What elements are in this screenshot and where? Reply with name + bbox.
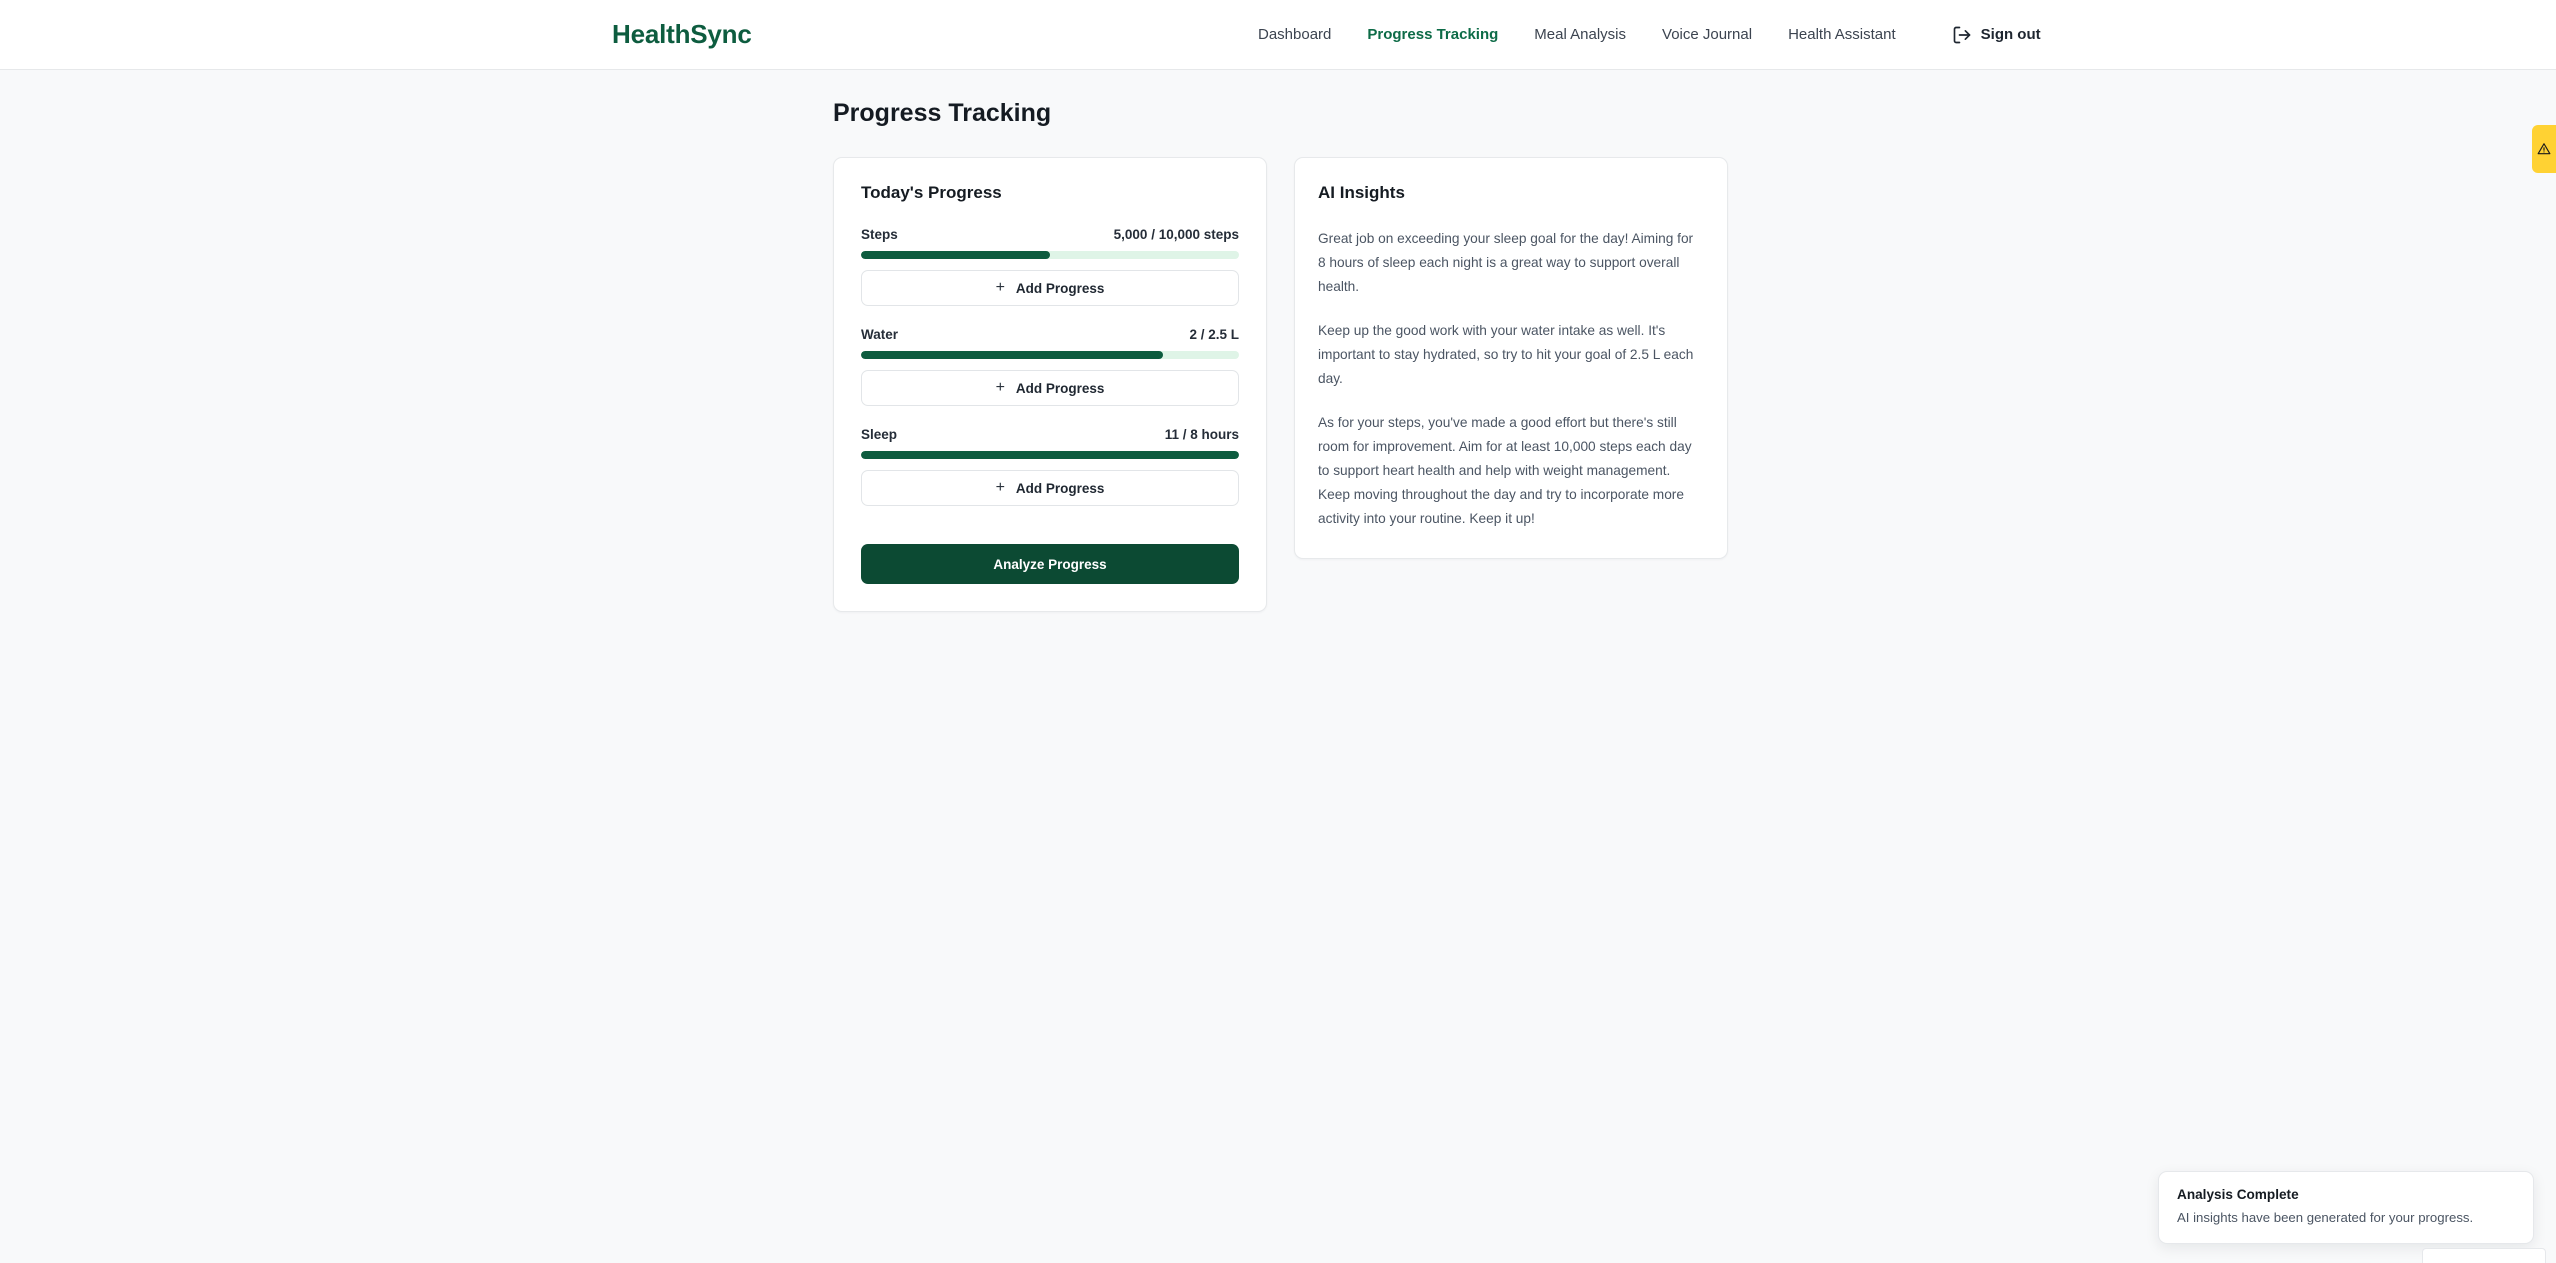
metric-sleep-add-progress-label: Add Progress <box>1015 480 1105 496</box>
analyze-progress-button[interactable]: Analyze Progress <box>861 544 1239 584</box>
todays-progress-title: Today's Progress <box>861 183 1002 202</box>
nav-item-health-assistant[interactable]: Health Assistant <box>1788 26 1896 43</box>
metric-sleep-progress-fill <box>861 451 1239 459</box>
sign-out-label: Sign out <box>1980 26 2041 43</box>
todays-progress-card <box>833 157 1267 612</box>
metric-sleep-progressbar <box>861 451 1239 459</box>
top-navbar <box>0 0 2556 70</box>
metric-water-progressbar <box>861 351 1239 359</box>
nav-links <box>1258 25 2041 45</box>
ai-insights-title: AI Insights <box>1318 183 1405 202</box>
ai-insights-card <box>1294 157 1728 559</box>
metric-water-add-progress-label: Add Progress <box>1015 380 1105 396</box>
metric-steps-label: Steps <box>861 227 898 242</box>
toast-notification <box>2158 1171 2534 1244</box>
metric-sleep-value: 11 / 8 hours <box>1164 427 1239 442</box>
metric-steps-value: 5,000 / 10,000 steps <box>1113 227 1239 242</box>
metric-water-add-progress-button[interactable] <box>861 370 1239 406</box>
bottom-edge-strip <box>2422 1248 2546 1263</box>
warning-edge-tab[interactable] <box>2532 125 2556 173</box>
ai-insight-paragraph: Great job on exceeding your sleep goal for the day! Aiming for 8 hours of sleep each night is a great way to support overall health. <box>1318 231 1694 294</box>
plus-icon: + <box>995 279 1005 296</box>
metric-sleep <box>861 427 1239 506</box>
nav-item-dashboard[interactable]: Dashboard <box>1258 26 1332 43</box>
plus-icon: + <box>995 479 1005 496</box>
brand-logo[interactable]: HealthSync <box>612 19 752 49</box>
metric-sleep-label: Sleep <box>861 427 898 442</box>
ai-insight-paragraph: As for your steps, you've made a good effort but there's still room for improvement. Aim for at least 10,000 steps each day to support heart health and help with weight management. Keep moving throughout the day and try to incorporate more activity into your routine. Keep it up! <box>1318 415 1692 526</box>
warning-triangle-icon <box>2537 142 2551 156</box>
metric-steps-progressbar <box>861 251 1239 259</box>
metric-sleep-add-progress-button[interactable] <box>861 470 1239 506</box>
metric-water-label: Water <box>861 327 899 342</box>
metric-water-header <box>861 327 1239 342</box>
sign-out-icon <box>1952 25 1972 45</box>
toast-title: Analysis Complete <box>2177 1187 2299 1202</box>
ai-insight-paragraph: Keep up the good work with your water intake as well. It's important to stay hydrated, so try to hit your goal of 2.5 L each day. <box>1318 323 1694 386</box>
nav-item-voice-journal[interactable]: Voice Journal <box>1662 26 1753 43</box>
nav-item-meal-analysis[interactable]: Meal Analysis <box>1534 26 1627 43</box>
metric-sleep-header <box>861 427 1239 442</box>
metric-steps <box>861 227 1239 306</box>
nav-item-progress-tracking[interactable]: Progress Tracking <box>1367 26 1499 43</box>
metric-steps-progress-fill <box>861 251 1050 259</box>
toast-body: AI insights have been generated for your progress. <box>2177 1210 2474 1225</box>
cards-container <box>833 157 1728 612</box>
page-title: Progress Tracking <box>833 99 1052 127</box>
metric-water <box>861 327 1239 406</box>
metric-steps-add-progress-button[interactable] <box>861 270 1239 306</box>
metric-steps-header <box>861 227 1239 242</box>
sign-out-button[interactable] <box>1952 25 2041 45</box>
metric-water-progress-fill <box>861 351 1163 359</box>
metric-water-value: 2 / 2.5 L <box>1189 327 1239 342</box>
plus-icon: + <box>995 379 1005 396</box>
metric-steps-add-progress-label: Add Progress <box>1015 280 1105 296</box>
